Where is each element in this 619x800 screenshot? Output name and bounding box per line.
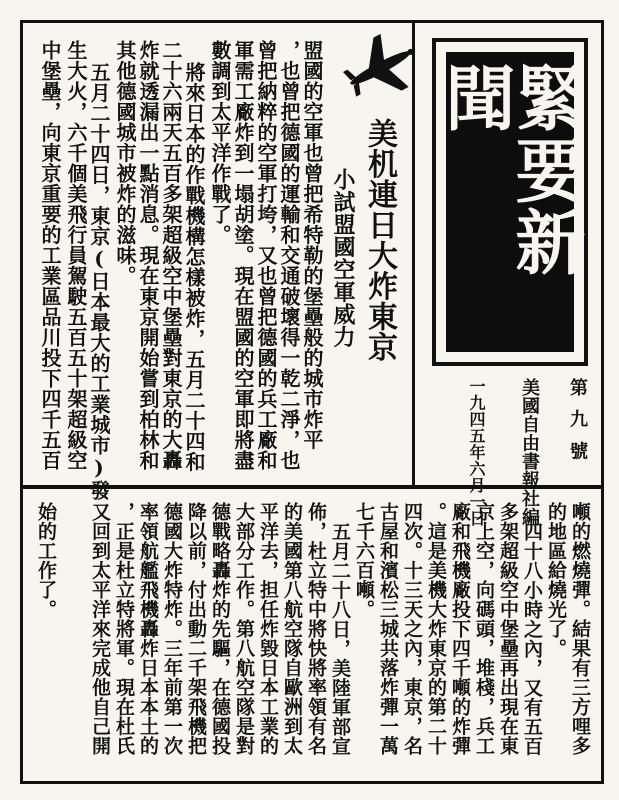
masthead-black-panel xyxy=(434,52,586,352)
bottom-article-line: 五月二十八日，美陸軍部宣 xyxy=(329,522,351,756)
airplane-icon xyxy=(338,32,422,102)
bottom-article-line: 降以前，付出動二千架飛機把 xyxy=(185,502,207,756)
issue-publisher: 美國自由書報社編 xyxy=(519,378,540,526)
top-article-line: 生大火，六千個美飛行員駕駛五百五十架超級空 xyxy=(64,40,88,471)
bottom-article-line: 。這是美機大炸東京的第二十 xyxy=(425,502,447,756)
bottom-article-line: 率領航艦飛機轟炸日本本土的 xyxy=(137,502,159,756)
top-article-line: 盟國的空軍也曾把希特勒的堡壘般的城市炸平 xyxy=(300,40,324,450)
top-article-line: 中堡壘，向東京重要的工業區品川投下四千五百 xyxy=(38,40,62,471)
subhead: 小試盟國空軍威力 xyxy=(330,168,356,348)
issue-date: 一九四五年六月一日 xyxy=(467,378,486,527)
top-article-line: 炸就透漏出一點消息。現在東京開始嘗到柏林和 xyxy=(136,40,160,471)
bottom-article-line: 的地區給燒光了。 xyxy=(545,502,567,658)
bottom-article-line: 德戰略轟炸的先驅，在德國投 xyxy=(209,502,231,756)
bottom-article-line: 京上空，向碼頭，堆棧，兵工 xyxy=(473,502,495,756)
bottom-article-line: 古屋和濱松三城共落炸彈一萬 xyxy=(377,502,399,756)
masthead xyxy=(432,38,588,366)
bottom-article-line: 噸的燃燒彈。結果有三方哩多 xyxy=(569,502,591,756)
top-article-line: 二十六兩天五百多架超級空中堡壘對東京的大轟 xyxy=(159,40,183,471)
bottom-article-line: 四次。十三天之內，東京，名 xyxy=(401,502,423,756)
bottom-article-line: 大部分工作。第八航空隊是對 xyxy=(233,502,255,756)
bottom-article-line: 多架超級空中堡壘再出現在東 xyxy=(497,502,519,756)
bottom-article-line: ，正是杜立特將軍。現在杜氏 xyxy=(113,502,135,756)
top-article-line: 五月二十四日，東京(日本最大的工業城市)發 xyxy=(87,62,111,501)
masthead-title: 緊要新聞 xyxy=(434,62,586,278)
headline: 美机連日大炸東京 xyxy=(362,118,397,362)
bottom-article-line: 又回到太平洋來完成他自己開 xyxy=(89,502,111,756)
top-article-line: 其他德國城市被炸的滋味。 xyxy=(113,40,137,286)
bottom-article-line: 始的工作了。 xyxy=(35,502,57,619)
bottom-article-line: 德國大炸特炸。三年前第一次 xyxy=(161,502,183,756)
bottom-article-line: 的美國第八航空隊自歐洲到太 xyxy=(281,502,303,756)
top-article-line: 將來日本的作戰機構怎樣被炸，五月二十四和 xyxy=(182,62,206,472)
issue-number: 第九號 xyxy=(567,378,588,460)
bottom-article-line: 佈，杜立特中將快將率領有名 xyxy=(305,502,327,756)
top-article-line: 曾把納粹的空軍打垮，又也曾把德國的兵工廠和 xyxy=(254,40,278,471)
bottom-article-line: 七千六百噸。 xyxy=(353,502,375,619)
top-article-line: 數調到太平洋作戰了。 xyxy=(208,40,232,245)
top-article-line: 軍需工廠炸到一塌胡塗。現在盟國的空軍即將盡 xyxy=(231,40,255,471)
bottom-article-line: 廠和飛機廠投下四千噸的炸彈 xyxy=(449,502,471,756)
top-article-line: ，也曾把德國的運輸和交通破壞得一乾二淨，也 xyxy=(277,40,301,471)
bottom-article-line: 平洋去，担任炸毀日本工業的 xyxy=(257,502,279,756)
bottom-article-line: 四十八小時之內，又有五百 xyxy=(521,522,543,756)
